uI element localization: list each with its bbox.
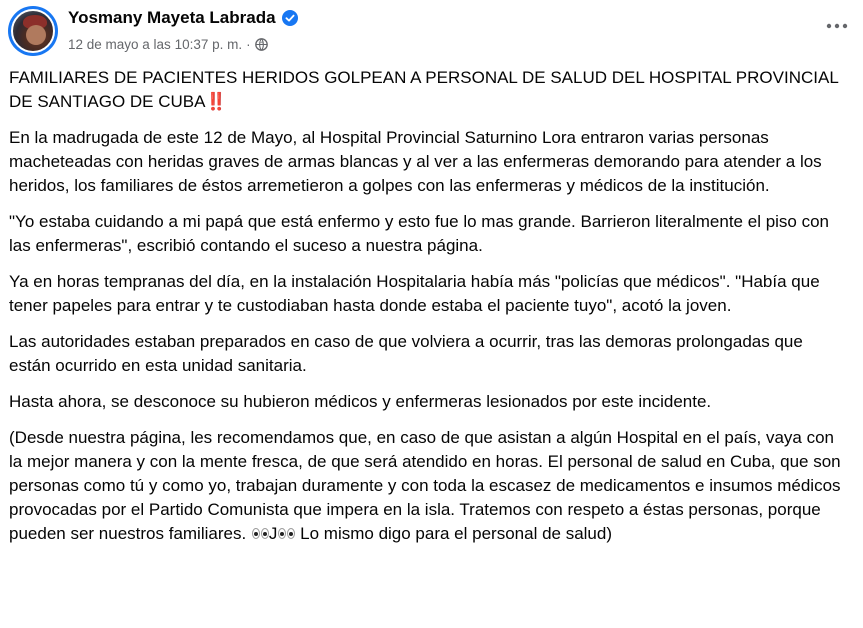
headline-text: FAMILIARES DE PACIENTES HERIDOS GOLPEAN A PERSONAL DE SALUD DEL HOSPITAL PROVINCIAL DE SANTIAGO DE CUBA [9,68,839,111]
post-meta [68,37,268,52]
globe-icon[interactable] [255,38,268,51]
post-header [8,6,851,60]
author-row [68,8,298,28]
post-paragraph: "Yo estaba cuidando a mi papá que está enfermo y esto fue lo mas grande. Barrieron literalmente el piso con las enfermeras", escribió contando el suceso a nuestra página. [9,212,830,255]
meta-separator: · [246,37,251,52]
closing-emoji-letter: J [268,524,278,543]
author-avatar[interactable] [8,6,58,56]
post-body [9,66,844,558]
post-closing-paragraph [9,426,844,546]
closing-text-before: (Desde nuestra página, les recomendamos que, en caso de que asistan a algún Hospital en el país, vaya con la mejor manera y con la mente fresca, de que será atendido en horas. El personal de salud en Cuba, que son personas como tú y como yo, trabajan duramente y con toda la escasez de medicamentos e insumos médicos provocadas por el Partido Comunista que impera en la isla. Tratemos con respeto a éstas personas, porque pueden ser nuestros familiares. [9,428,841,543]
eyes-emoji-icon [251,522,269,546]
more-options-icon [826,23,848,29]
post-headline [9,66,844,114]
post-paragraph: En la madrugada de este 12 de Mayo, al Hospital Provincial Saturnino Lora entraron varias personas macheteadas con heridas graves de armas blancas y al ver a las enfermeras demorando para atender a los heridos, los familiares de éstos arremetieron a golpes con las enfermeras y médicos de la institución. [9,128,822,195]
author-name[interactable]: Yosmany Mayeta Labrada [68,8,276,27]
eyes-emoji-icon [277,522,295,546]
closing-text-after: Lo mismo digo para el personal de salud) [300,524,612,543]
avatar-photo [11,9,55,53]
verified-badge-icon [282,10,298,26]
post-paragraph: Las autoridades estaban preparados en caso de que volviera a ocurrir, tras las demoras prolongadas que están ocurrido en esta unidad sanitaria. [9,332,803,375]
more-options-button[interactable] [823,16,851,36]
post-paragraph: Ya en horas tempranas del día, en la instalación Hospitalaria había más "policías que médicos". "Había que tener papeles para entrar y te custodiaban hasta donde estaba el paciente tuyo", acotó la joven. [9,272,820,315]
double-exclamation-icon: ‼️ [205,92,225,111]
post-paragraph: Hasta ahora, se desconoce su hubieron médicos y enfermeras lesionados por este incidente. [9,392,712,411]
post-timestamp[interactable]: 12 de mayo a las 10:37 p. m. [68,37,243,52]
